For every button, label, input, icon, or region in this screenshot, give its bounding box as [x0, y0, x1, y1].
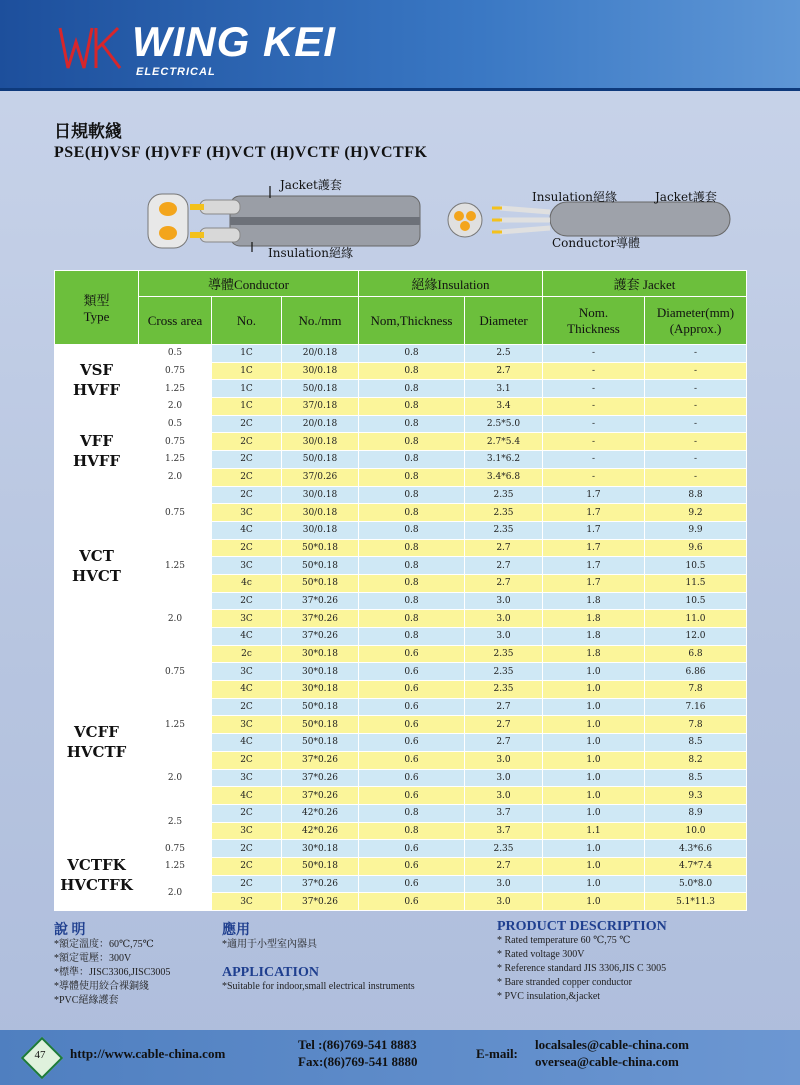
core-count-cell: 2C: [212, 751, 282, 769]
cross-area-cell: 2.0: [139, 592, 212, 645]
core-count-cell: 2C: [212, 468, 282, 486]
insulation-thickness-cell: 0.8: [359, 628, 465, 646]
core-count-cell: 2C: [212, 698, 282, 716]
jacket-diameter-cell: -: [645, 415, 747, 433]
strand-cell: 20/0.18: [282, 345, 359, 363]
jacket-thickness-cell: -: [543, 362, 645, 380]
core-count-cell: 4C: [212, 628, 282, 646]
cross-area-cell: 1.25: [139, 698, 212, 751]
product-line: * Bare stranded copper conductor: [497, 977, 632, 988]
brand-name: WING KEI: [132, 18, 336, 65]
jacket-diameter-cell: 7.8: [645, 681, 747, 699]
strand-cell: 50*0.18: [282, 698, 359, 716]
table-row: [55, 415, 747, 433]
insulation-thickness-cell: 0.8: [359, 804, 465, 822]
cable-type-label: HVCT: [72, 566, 121, 585]
cable-type-cell: [55, 486, 139, 645]
insulation-diameter-cell: 3.0: [465, 875, 543, 893]
jacket-diameter-cell: 9.9: [645, 521, 747, 539]
table-row: [55, 804, 747, 822]
email-label: E-mail:: [476, 1046, 518, 1061]
insulation-diameter-cell: 2.5: [465, 345, 543, 363]
insulation-thickness-cell: 0.8: [359, 539, 465, 557]
jacket-thickness-cell: 1.0: [543, 787, 645, 805]
insulation-thickness-cell: 0.8: [359, 592, 465, 610]
strand-cell: 30*0.18: [282, 681, 359, 699]
contact-footer: [0, 1030, 800, 1085]
jacket-thickness-header: Nom. Thickness: [543, 297, 645, 345]
core-count-cell: 3C: [212, 769, 282, 787]
diagram-jacket-label-2: Jacket護套: [655, 190, 717, 204]
jacket-thickness-cell: 1.7: [543, 539, 645, 557]
page-title-en: PSE(H)VSF (H)VFF (H)VCT (H)VCTF (H)VCTFK: [54, 144, 428, 161]
cross-area-cell: 2.0: [139, 468, 212, 486]
insulation-thickness-cell: 0.6: [359, 857, 465, 875]
cable-illustration-icon: [140, 172, 760, 267]
strand-cell: 20/0.18: [282, 415, 359, 433]
core-count-cell: 2c: [212, 645, 282, 663]
insulation-thickness-cell: 0.8: [359, 504, 465, 522]
table-row: [55, 751, 747, 769]
core-count-cell: 1C: [212, 398, 282, 416]
jacket-diameter-cell: 8.5: [645, 769, 747, 787]
insulation-thickness-cell: 0.8: [359, 451, 465, 469]
core-count-cell: 3C: [212, 610, 282, 628]
core-count-cell: 3C: [212, 557, 282, 575]
jacket-diameter-cell: 10.0: [645, 822, 747, 840]
jacket-diameter-cell: 10.5: [645, 592, 747, 610]
insulation-diameter-cell: 2.35: [465, 681, 543, 699]
product-description-title: PRODUCT DESCRIPTION: [497, 919, 667, 934]
cable-diagram: [140, 172, 760, 267]
strand-cell: 50/0.18: [282, 451, 359, 469]
insulation-diameter-cell: 3.0: [465, 592, 543, 610]
insulation-diameter-cell: 2.35: [465, 486, 543, 504]
insulation-diameter-cell: 3.7: [465, 804, 543, 822]
strand-cell: 37*0.26: [282, 875, 359, 893]
core-count-cell: 4C: [212, 521, 282, 539]
insulation-diameter-cell: 2.7: [465, 539, 543, 557]
core-count-cell: 4c: [212, 574, 282, 592]
insulation-diameter-cell: 3.0: [465, 628, 543, 646]
insulation-diameter-cell: 3.0: [465, 610, 543, 628]
jacket-diameter-cell: -: [645, 433, 747, 451]
page-title-cn: 日規軟綫: [54, 122, 122, 142]
insulation-thickness-cell: 0.6: [359, 645, 465, 663]
telephone: Tel :(86)769-541 8883: [298, 1037, 417, 1052]
strand-cell: 50*0.18: [282, 574, 359, 592]
cross-area-cell: 2.0: [139, 751, 212, 804]
jacket-diameter-cell: 12.0: [645, 628, 747, 646]
description-line: *額定溫度：60℃,75℃: [54, 939, 154, 950]
use-title: 應用: [222, 923, 250, 938]
insulation-thickness-cell: 0.8: [359, 468, 465, 486]
table-row: [55, 875, 747, 893]
description-line: *導體使用絞合裸銅綫: [54, 981, 149, 992]
jacket-diameter-cell: 11.0: [645, 610, 747, 628]
strand-cell: 50*0.18: [282, 557, 359, 575]
nom-thickness-header: Nom,Thickness: [359, 297, 465, 345]
insulation-thickness-cell: 0.6: [359, 716, 465, 734]
strand-cell: 37*0.26: [282, 787, 359, 805]
conductor-header: 導體Conductor: [139, 271, 359, 297]
insulation-diameter-cell: 3.1: [465, 380, 543, 398]
core-count-cell: 3C: [212, 893, 282, 911]
cross-area-cell: 2.0: [139, 398, 212, 416]
core-count-cell: 1C: [212, 362, 282, 380]
jacket-thickness-cell: 1.8: [543, 628, 645, 646]
strand-cell: 37*0.26: [282, 610, 359, 628]
insulation-diameter-cell: 2.7: [465, 574, 543, 592]
strand-cell: 37*0.26: [282, 628, 359, 646]
jacket-thickness-cell: 1.7: [543, 504, 645, 522]
insulation-thickness-cell: 0.8: [359, 557, 465, 575]
insulation-diameter-cell: 2.35: [465, 504, 543, 522]
table-row: [55, 433, 747, 451]
product-line: * PVC insulation,&jacket: [497, 991, 601, 1002]
jacket-thickness-cell: -: [543, 415, 645, 433]
core-count-cell: 2C: [212, 804, 282, 822]
jacket-thickness-cell: -: [543, 451, 645, 469]
description-cn: [54, 924, 170, 1008]
table-row: [55, 468, 747, 486]
table-row: [55, 451, 747, 469]
jacket-diameter-cell: 9.6: [645, 539, 747, 557]
jacket-diameter-cell: 8.9: [645, 804, 747, 822]
cross-area-cell: 2.0: [139, 875, 212, 910]
website-link[interactable]: http://www.cable-china.com: [70, 1046, 226, 1061]
product-line: * Rated voltage 300V: [497, 949, 585, 960]
insulation-diameter-cell: 2.7: [465, 716, 543, 734]
core-count-cell: 4C: [212, 734, 282, 752]
insulation-thickness-cell: 0.8: [359, 398, 465, 416]
jacket-header: 護套 Jacket: [543, 271, 747, 297]
strand-cell: 50*0.18: [282, 539, 359, 557]
jacket-diameter-cell: 8.5: [645, 734, 747, 752]
strand-cell: 42*0.26: [282, 804, 359, 822]
insulation-thickness-cell: 0.6: [359, 875, 465, 893]
insulation-diameter-cell: 3.0: [465, 787, 543, 805]
use-line: *適用于小型室內器具: [222, 939, 317, 950]
cross-area-cell: 0.75: [139, 433, 212, 451]
strand-cell: 42*0.26: [282, 822, 359, 840]
insulation-thickness-cell: 0.6: [359, 663, 465, 681]
core-count-cell: 2C: [212, 451, 282, 469]
jacket-thickness-cell: -: [543, 468, 645, 486]
insulation-thickness-cell: 0.8: [359, 362, 465, 380]
cross-area-cell: 0.5: [139, 415, 212, 433]
insulation-header: 絕緣Insulation: [359, 271, 543, 297]
strand-cell: 30/0.18: [282, 362, 359, 380]
table-row: [55, 539, 747, 557]
strand-cell: 37*0.26: [282, 893, 359, 911]
cross-area-cell: 0.75: [139, 840, 212, 858]
insulation-diameter-cell: 3.4*6.8: [465, 468, 543, 486]
cable-type-cell: [55, 645, 139, 840]
application-cn: [222, 924, 415, 994]
jacket-thickness-cell: 1.8: [543, 592, 645, 610]
jacket-thickness-cell: 1.0: [543, 716, 645, 734]
insulation-diameter-cell: 2.35: [465, 840, 543, 858]
insulation-diameter-cell: 2.7: [465, 362, 543, 380]
insulation-diameter-cell: 2.35: [465, 663, 543, 681]
jacket-thickness-cell: 1.0: [543, 893, 645, 911]
email-oversea[interactable]: oversea@cable-china.com: [535, 1054, 679, 1069]
core-count-cell: 3C: [212, 822, 282, 840]
strand-cell: 50/0.18: [282, 380, 359, 398]
type-header: 類型 Type: [55, 271, 139, 345]
jacket-thickness-cell: 1.8: [543, 610, 645, 628]
core-count-cell: 2C: [212, 592, 282, 610]
table-row: [55, 592, 747, 610]
cross-area-cell: 0.75: [139, 362, 212, 380]
jacket-thickness-cell: 1.0: [543, 857, 645, 875]
jacket-diameter-cell: 11.5: [645, 574, 747, 592]
diagram-conductor-label: Conductor導體: [552, 236, 641, 250]
table-row: [55, 857, 747, 875]
table-row: [55, 362, 747, 380]
jacket-thickness-cell: -: [543, 433, 645, 451]
cable-type-label: HVFF: [72, 451, 121, 470]
insulation-thickness-cell: 0.6: [359, 893, 465, 911]
jacket-diameter-cell: 7.8: [645, 716, 747, 734]
cable-type-cell: [55, 840, 139, 911]
strand-cell: 50*0.18: [282, 857, 359, 875]
core-count-cell: 1C: [212, 380, 282, 398]
insulation-diameter-cell: 3.1*6.2: [465, 451, 543, 469]
jacket-diameter-cell: 6.86: [645, 663, 747, 681]
jacket-diameter-cell: 4.3*6.6: [645, 840, 747, 858]
jacket-diameter-cell: -: [645, 468, 747, 486]
cross-area-cell: 0.5: [139, 345, 212, 363]
application-line: *Suitable for indoor,small electrical instruments: [222, 981, 415, 992]
insulation-diameter-cell: 2.7: [465, 557, 543, 575]
wk-logo-icon: [58, 22, 124, 74]
jacket-thickness-cell: 1.0: [543, 734, 645, 752]
cable-type-label: HVCTFK: [60, 876, 133, 895]
core-count-cell: 2C: [212, 486, 282, 504]
core-count-cell: 2C: [212, 875, 282, 893]
jacket-diameter-cell: -: [645, 398, 747, 416]
jacket-thickness-cell: 1.7: [543, 557, 645, 575]
insulation-thickness-cell: 0.8: [359, 415, 465, 433]
table-row: [55, 645, 747, 663]
jacket-thickness-cell: 1.0: [543, 769, 645, 787]
jacket-diameter-header: Diameter(mm) (Approx.): [645, 297, 747, 345]
insulation-diameter-cell: 2.35: [465, 645, 543, 663]
no-header: No.: [212, 297, 282, 345]
strand-cell: 37*0.26: [282, 751, 359, 769]
jacket-thickness-cell: 1.0: [543, 804, 645, 822]
insulation-thickness-cell: 0.8: [359, 822, 465, 840]
strand-cell: 30*0.18: [282, 840, 359, 858]
insulation-diameter-cell: 3.0: [465, 893, 543, 911]
jacket-thickness-cell: -: [543, 345, 645, 363]
jacket-diameter-cell: 7.16: [645, 698, 747, 716]
core-count-cell: 2C: [212, 857, 282, 875]
strand-cell: 30/0.18: [282, 486, 359, 504]
table-row: [55, 698, 747, 716]
jacket-diameter-cell: 10.5: [645, 557, 747, 575]
cable-type-label: HVCTF: [66, 743, 127, 762]
strand-cell: 30/0.18: [282, 504, 359, 522]
jacket-diameter-cell: 6.8: [645, 645, 747, 663]
jacket-thickness-cell: 1.0: [543, 698, 645, 716]
jacket-thickness-cell: 1.7: [543, 486, 645, 504]
cable-type-label: HVFF: [72, 380, 121, 399]
jacket-thickness-cell: -: [543, 380, 645, 398]
core-count-cell: 2C: [212, 433, 282, 451]
cross-area-cell: 1.25: [139, 539, 212, 592]
strand-cell: 30*0.18: [282, 663, 359, 681]
insulation-diameter-cell: 2.7: [465, 857, 543, 875]
insulation-diameter-cell: 2.5*5.0: [465, 415, 543, 433]
brand-header: [0, 0, 800, 91]
jacket-diameter-cell: 9.2: [645, 504, 747, 522]
strand-cell: 37*0.26: [282, 592, 359, 610]
insulation-thickness-cell: 0.8: [359, 521, 465, 539]
jacket-thickness-cell: 1.8: [543, 645, 645, 663]
insulation-thickness-cell: 0.6: [359, 769, 465, 787]
jacket-diameter-cell: 4.7*7.4: [645, 857, 747, 875]
strand-cell: 30*0.18: [282, 645, 359, 663]
cross-area-cell: 0.75: [139, 486, 212, 539]
insulation-thickness-cell: 0.6: [359, 681, 465, 699]
jacket-diameter-cell: -: [645, 380, 747, 398]
diameter-header: Diameter: [465, 297, 543, 345]
jacket-diameter-cell: 8.8: [645, 486, 747, 504]
no-mm-header: No./mm: [282, 297, 359, 345]
cross-area-cell: 1.25: [139, 451, 212, 469]
jacket-thickness-cell: 1.0: [543, 681, 645, 699]
insulation-thickness-cell: 0.6: [359, 787, 465, 805]
cable-type-cell: [55, 415, 139, 486]
jacket-diameter-cell: 8.2: [645, 751, 747, 769]
jacket-thickness-cell: 1.0: [543, 663, 645, 681]
insulation-thickness-cell: 0.6: [359, 734, 465, 752]
cross-area-cell: 1.25: [139, 380, 212, 398]
product-description: [497, 920, 667, 1004]
table-row: [55, 840, 747, 858]
strand-cell: 50*0.18: [282, 716, 359, 734]
insulation-thickness-cell: 0.6: [359, 698, 465, 716]
insulation-diameter-cell: 3.0: [465, 751, 543, 769]
core-count-cell: 2C: [212, 539, 282, 557]
core-count-cell: 3C: [212, 663, 282, 681]
strand-cell: 37*0.26: [282, 769, 359, 787]
table-row: [55, 345, 747, 363]
insulation-thickness-cell: 0.8: [359, 433, 465, 451]
jacket-thickness-cell: 1.7: [543, 574, 645, 592]
jacket-diameter-cell: 9.3: [645, 787, 747, 805]
strand-cell: 50*0.18: [282, 734, 359, 752]
table-row: [55, 486, 747, 504]
cross-area-cell: 1.25: [139, 857, 212, 875]
jacket-diameter-cell: -: [645, 345, 747, 363]
jacket-thickness-cell: 1.1: [543, 822, 645, 840]
diagram-insulation-label-2: Insulation絕緣: [532, 190, 617, 204]
fax: Fax:(86)769-541 8880: [298, 1054, 418, 1069]
strand-cell: 37/0.18: [282, 398, 359, 416]
insulation-diameter-cell: 2.7: [465, 698, 543, 716]
core-count-cell: 4C: [212, 681, 282, 699]
strand-cell: 30/0.18: [282, 521, 359, 539]
description-title: 說 明: [54, 923, 86, 938]
spec-table: [54, 270, 747, 911]
insulation-diameter-cell: 2.35: [465, 521, 543, 539]
jacket-thickness-cell: 1.0: [543, 875, 645, 893]
core-count-cell: 1C: [212, 345, 282, 363]
insulation-diameter-cell: 2.7: [465, 734, 543, 752]
diagram-jacket-label: Jacket護套: [280, 178, 342, 192]
table-row: [55, 380, 747, 398]
strand-cell: 30/0.18: [282, 433, 359, 451]
jacket-diameter-cell: 5.1*11.3: [645, 893, 747, 911]
insulation-diameter-cell: 2.7*5.4: [465, 433, 543, 451]
description-line: *標準：JISC3306,JISC3005: [54, 967, 171, 978]
cable-type-cell: [55, 345, 139, 416]
insulation-diameter-cell: 3.7: [465, 822, 543, 840]
product-line: * Rated temperature 60 ℃,75 ℃: [497, 935, 631, 946]
description-line: *PVC絕緣護套: [54, 995, 119, 1006]
jacket-diameter-cell: -: [645, 451, 747, 469]
page-number: 47: [34, 1049, 46, 1061]
jacket-diameter-cell: 5.0*8.0: [645, 875, 747, 893]
table-row: [55, 398, 747, 416]
insulation-thickness-cell: 0.6: [359, 840, 465, 858]
insulation-thickness-cell: 0.8: [359, 574, 465, 592]
application-title: APPLICATION: [222, 965, 319, 980]
product-line: * Reference standard JIS 3306,JIS C 3005: [497, 963, 667, 974]
insulation-thickness-cell: 0.8: [359, 345, 465, 363]
cable-type-label: VSF: [79, 360, 114, 379]
cable-type-label: VCTFK: [67, 856, 126, 875]
jacket-thickness-cell: -: [543, 398, 645, 416]
core-count-cell: 3C: [212, 716, 282, 734]
cross-area-cell: 0.75: [139, 645, 212, 698]
jacket-thickness-cell: 1.0: [543, 840, 645, 858]
cable-type-label: VFF: [80, 431, 113, 450]
insulation-thickness-cell: 0.8: [359, 610, 465, 628]
description-line: *額定電壓：300V: [54, 953, 132, 964]
jacket-thickness-cell: 1.0: [543, 751, 645, 769]
email-local[interactable]: localsales@cable-china.com: [535, 1037, 689, 1052]
insulation-diameter-cell: 3.4: [465, 398, 543, 416]
insulation-thickness-cell: 0.6: [359, 751, 465, 769]
jacket-diameter-cell: -: [645, 362, 747, 380]
core-count-cell: 2C: [212, 415, 282, 433]
insulation-thickness-cell: 0.8: [359, 380, 465, 398]
core-count-cell: 3C: [212, 504, 282, 522]
insulation-diameter-cell: 3.0: [465, 769, 543, 787]
strand-cell: 37/0.26: [282, 468, 359, 486]
cable-type-label: VCFF: [74, 723, 119, 742]
core-count-cell: 2C: [212, 840, 282, 858]
cross-area-header: Cross area: [139, 297, 212, 345]
cross-area-cell: 2.5: [139, 804, 212, 839]
jacket-thickness-cell: 1.7: [543, 521, 645, 539]
insulation-thickness-cell: 0.8: [359, 486, 465, 504]
brand-subtitle: ELECTRICAL: [136, 66, 216, 78]
core-count-cell: 4C: [212, 787, 282, 805]
diagram-insulation-label: Insulation絕緣: [268, 246, 353, 260]
cable-type-label: VCT: [79, 546, 114, 565]
